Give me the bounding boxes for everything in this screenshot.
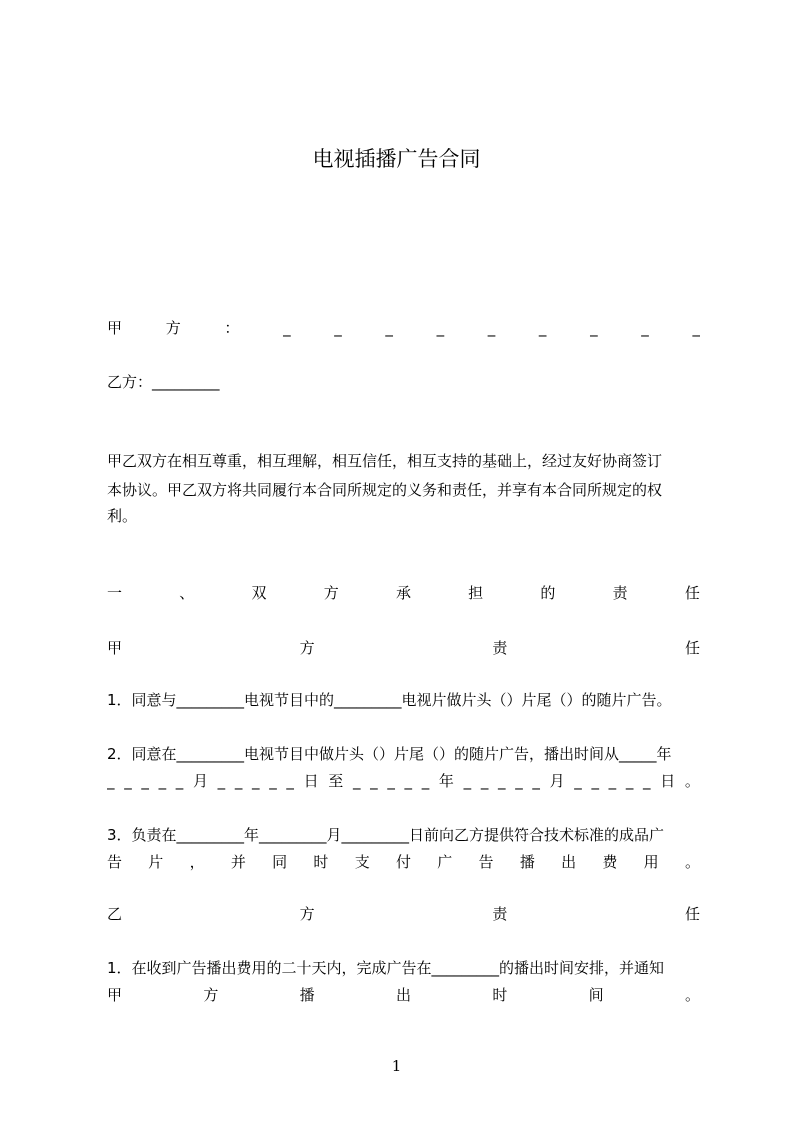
glyph: 方	[299, 639, 315, 657]
glyph: _	[124, 772, 132, 790]
glyph: 任	[684, 584, 700, 602]
glyph: 费	[602, 853, 618, 871]
a-item-2-line-2	[107, 771, 700, 791]
glyph: 承	[395, 584, 411, 602]
glyph: 播	[299, 986, 315, 1004]
glyph: 日	[303, 772, 319, 790]
glyph: _	[487, 319, 496, 337]
document-title: 电视插播广告合同	[312, 147, 481, 171]
glyph: _	[608, 772, 617, 790]
glyph: _	[252, 772, 260, 790]
b-item-1-line-2	[107, 985, 700, 1005]
glyph: 告	[107, 853, 123, 871]
glyph: 片	[148, 853, 164, 871]
glyph: _	[641, 319, 649, 337]
glyph: 甲	[107, 986, 123, 1004]
b-item-1-line-1: 1．在收到广告播出费用的二十天内，完成广告在_________的播出时间安排，并通知	[107, 959, 665, 977]
glyph: _	[286, 772, 294, 790]
glyph: 的	[540, 584, 556, 602]
glyph: 支	[354, 853, 370, 871]
party-a-duty-heading	[107, 638, 700, 658]
glyph: 告	[478, 853, 494, 871]
glyph: _	[334, 319, 342, 337]
glyph: 甲	[107, 639, 123, 657]
glyph: _	[538, 319, 547, 337]
glyph: 出	[561, 853, 577, 871]
glyph: 双	[251, 584, 267, 602]
glyph: _	[574, 772, 582, 790]
glyph: 月	[549, 772, 565, 790]
glyph: _	[692, 319, 700, 337]
glyph: 担	[468, 584, 484, 602]
glyph: 月	[192, 772, 208, 790]
glyph: _	[643, 772, 651, 790]
glyph: 方	[299, 905, 315, 923]
glyph: 。	[684, 986, 700, 1004]
glyph: 。	[684, 853, 700, 871]
glyph: 时	[492, 986, 508, 1004]
glyph: _	[370, 772, 378, 790]
section1-heading	[107, 583, 700, 603]
glyph: _	[498, 772, 506, 790]
glyph: 乙	[107, 905, 123, 923]
glyph: 责	[612, 584, 628, 602]
glyph: 年	[438, 772, 454, 790]
intro-line-1: 甲乙双方在相互尊重，相互理解，相互信任，相互支持的基础上，经过友好协商签订	[107, 452, 663, 470]
glyph: _	[141, 772, 149, 790]
glyph: 至	[328, 772, 344, 790]
glyph: 出	[395, 986, 411, 1004]
glyph: 。	[684, 772, 700, 790]
glyph: _	[590, 319, 598, 337]
glyph: 、	[179, 584, 195, 602]
party-b-line: 乙方：_________	[107, 373, 220, 391]
glyph: 播	[519, 853, 535, 871]
glyph: 付	[395, 853, 411, 871]
a-item-3-line-1: 3．负责在_________年_________月_________日前向乙方提供符合技术标准的成品广	[107, 826, 665, 844]
glyph: 责	[492, 639, 508, 657]
glyph: 并	[230, 853, 246, 871]
party-b-duty-heading	[107, 904, 700, 924]
glyph: 甲	[107, 319, 123, 337]
glyph: _	[404, 772, 413, 790]
intro-line-3: 利。	[107, 507, 138, 525]
glyph: _	[591, 772, 599, 790]
glyph: 间	[588, 986, 604, 1004]
glyph: _	[532, 772, 540, 790]
glyph: 方	[323, 584, 339, 602]
glyph: _	[283, 319, 291, 337]
glyph: _	[625, 772, 634, 790]
page-number: 1	[391, 1057, 402, 1075]
glyph: 同	[272, 853, 288, 871]
glyph: 日	[660, 772, 676, 790]
glyph: 责	[492, 905, 508, 923]
glyph: 方	[165, 319, 181, 337]
a-item-1: 1．同意与_________电视节目中的_________电视片做片头（）片尾（）的随片广告。	[107, 691, 672, 709]
intro-line-2: 本协议。甲乙双方将共同履行本合同所规定的义务和责任，并享有本合同所规定的权	[107, 481, 663, 499]
a-item-2-line-1: 2．同意在_________电视节目中做片头（）片尾（）的随片广告，播出时间从_____年	[107, 745, 672, 763]
glyph: _	[352, 772, 361, 790]
glyph: 时	[313, 853, 329, 871]
glyph: _	[269, 772, 277, 790]
glyph: _	[175, 772, 184, 790]
glyph: _	[515, 772, 523, 790]
glyph: 任	[684, 639, 700, 657]
glyph: 一	[107, 584, 123, 602]
glyph: _	[480, 772, 489, 790]
glyph: ：	[224, 319, 240, 337]
glyph: _	[217, 772, 226, 790]
glyph: _	[387, 772, 395, 790]
glyph: 用	[643, 853, 659, 871]
glyph: 任	[684, 905, 700, 923]
glyph: _	[158, 772, 167, 790]
glyph: _	[107, 772, 115, 790]
glyph: 广	[437, 853, 453, 871]
glyph: _	[385, 319, 393, 337]
glyph: _	[234, 772, 243, 790]
glyph: _	[436, 319, 445, 337]
glyph: ，	[189, 853, 205, 871]
party-a-line	[107, 318, 700, 338]
glyph: _	[463, 772, 472, 790]
a-item-3-line-2	[107, 852, 700, 872]
glyph: _	[421, 772, 430, 790]
glyph: 方	[203, 986, 219, 1004]
